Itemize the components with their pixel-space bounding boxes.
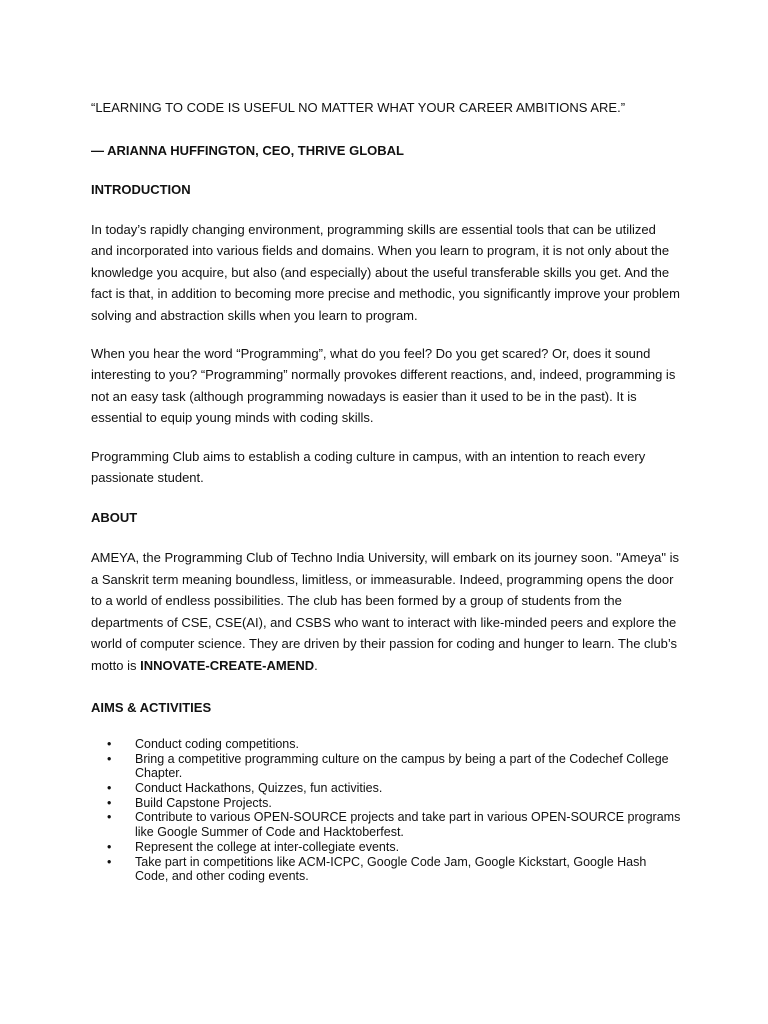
list-item	[107, 795, 681, 811]
about-text: AMEYA, the Programming Club of Techno India University, will embark on its journey soon. "Ameya" is a Sanskrit term meaning boundless, limitless, or immeasurable. Indeed, programming opens the door to a world of endless possibilities. The club has been formed by a group of students from the departments of CSE, CSE(AI), and CSBS who want to interact with like-minded peers and explore the world of computer science. They are driven by their passion for coding and hunger to learn. The club’s motto is	[91, 550, 679, 673]
bullet-icon: •	[107, 751, 112, 766]
list-item	[107, 751, 681, 781]
list-item-text: Bring a competitive programming culture on the campus by being a part of the Codechef College Chapter.	[135, 751, 669, 781]
about-text-end: .	[314, 657, 318, 673]
about-heading: ABOUT	[91, 510, 138, 526]
about-paragraph	[91, 547, 681, 675]
club-motto: INNOVATE-CREATE-AMEND	[140, 657, 315, 673]
introduction-heading: INTRODUCTION	[91, 182, 191, 197]
introduction-paragraph-1: In today’s rapidly changing environment, programming skills are essential tools that can be utilized and incorporated into various fields and domains. When you learn to program, it is not only about the knowledge you acquire, but also (and especially) about the useful transferable skills you get. And the fact is that, in addition to becoming more precise and methodic, you significantly improve your problem solving and abstraction skills when you learn to program.	[91, 222, 680, 323]
introduction-paragraph-3: Programming Club aims to establish a coding culture in campus, with an intention to reach every passionate student.	[91, 448, 646, 486]
list-item	[107, 781, 681, 796]
bullet-icon: •	[107, 736, 112, 751]
opening-quote: “LEARNING TO CODE IS USEFUL NO MATTER WHAT YOUR CAREER AMBITIONS ARE.”	[91, 100, 626, 115]
introduction-paragraph-2: When you hear the word “Programming”, what do you feel? Do you get scared? Or, does it sound interesting to you? “Programming” normally provokes different reactions, and, indeed, programming is not an easy task (although programming nowadays is easier than it used to be in the past). It is essential to equip young minds with coding skills.	[91, 346, 676, 426]
document-page	[91, 98, 681, 884]
quote-attribution: — ARIANNA HUFFINGTON, CEO, THRIVE GLOBAL	[91, 143, 404, 158]
list-item	[107, 810, 681, 840]
bullet-icon: •	[107, 810, 112, 825]
list-item-text: Build Capstone Projects.	[135, 795, 272, 810]
list-item-text: Conduct coding competitions.	[135, 736, 299, 751]
bullet-icon: •	[107, 839, 112, 854]
list-item-text: Take part in competitions like ACM-ICPC, Google Code Jam, Google Kickstart, Google Hash Code, and other coding events.	[135, 854, 647, 884]
aims-list	[91, 737, 681, 884]
list-item	[107, 854, 681, 884]
list-item	[107, 839, 681, 855]
list-item	[107, 736, 681, 752]
aims-heading: AIMS & ACTIVITIES	[91, 699, 212, 715]
list-item-text: Represent the college at inter-collegiate events.	[135, 839, 400, 854]
list-item-text: Conduct Hackathons, Quizzes, fun activities.	[135, 781, 383, 796]
bullet-icon: •	[107, 781, 112, 796]
list-item-text: Contribute to various OPEN-SOURCE projects and take part in various OPEN-SOURCE programs like Google Summer of Code and Hacktoberfest.	[135, 810, 681, 840]
bullet-icon: •	[107, 854, 112, 869]
bullet-icon: •	[107, 795, 112, 810]
